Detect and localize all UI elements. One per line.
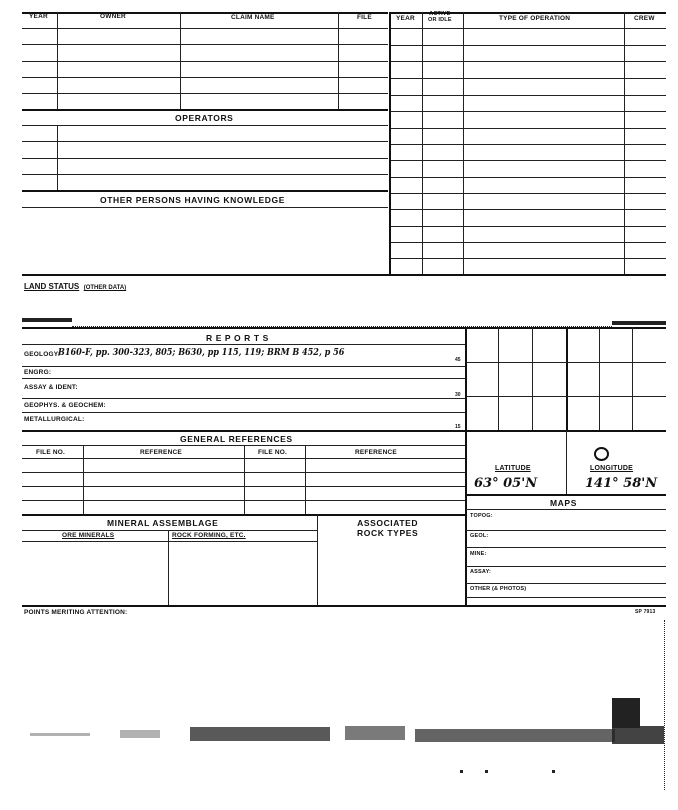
maps-other: OTHER (& PHOTOS) — [470, 586, 527, 592]
report-num-45: 45 — [455, 357, 461, 363]
maps-title: MAPS — [550, 498, 577, 508]
ore-minerals-label: ORE MINERALS — [62, 532, 115, 539]
mineral-title: MINERAL ASSEMBLAGE — [107, 518, 219, 528]
header-claim-name: CLAIM NAME — [231, 14, 275, 21]
report-num-15: 15 — [455, 424, 461, 430]
maps-assay: ASSAY: — [470, 569, 492, 575]
location-circle-marker — [594, 447, 609, 461]
longitude-label: LONGITUDE — [590, 465, 634, 472]
header-file: FILE — [357, 14, 372, 21]
gref-header-ref1: REFERENCE — [140, 449, 182, 456]
reports-title: R E P O R T S — [206, 333, 269, 343]
ops-header-crew: CREW — [634, 15, 655, 22]
ops-header-year: YEAR — [396, 15, 415, 22]
header-year: YEAR — [29, 13, 48, 20]
report-label-metallurgical: METALLURGICAL: — [24, 416, 85, 423]
gref-header-ref2: REFERENCE — [355, 449, 397, 456]
rock-forming-label: ROCK FORMING, ETC. — [172, 532, 246, 539]
header-owner: OWNER — [100, 13, 126, 20]
maps-geol: GEOL: — [470, 533, 489, 539]
maps-mine: MINE: — [470, 551, 487, 557]
ops-header-active: ACTIVE OR IDLE — [428, 11, 452, 23]
report-entry-geology: B160-F, pp. 300-323, 805; B630, pp 115, 119; BRM B 452, p 56 — [58, 348, 345, 358]
latitude-value: 63° 05'N — [474, 476, 538, 491]
associated-rock-types: ASSOCIATED ROCK TYPES — [357, 518, 419, 538]
longitude-value: 141° 58'N — [585, 476, 658, 491]
report-label-assay: ASSAY & IDENT: — [24, 384, 78, 391]
knowledge-title: OTHER PERSONS HAVING KNOWLEDGE — [100, 195, 286, 205]
operators-title: OPERATORS — [175, 113, 234, 123]
report-label-engrg: ENGRG: — [24, 369, 52, 376]
report-label-geology: GEOLOGY: — [24, 351, 61, 358]
points-label: POINTS MERITING ATTENTION: — [24, 609, 128, 616]
land-status — [24, 276, 126, 294]
land-status-sub: (OTHER DATA) — [83, 285, 127, 291]
ops-header-type: TYPE OF OPERATION — [499, 15, 571, 22]
maps-topog: TOPOG: — [470, 513, 493, 519]
gref-header-file2: FILE NO. — [258, 449, 288, 456]
gref-header-file1: FILE NO. — [36, 449, 66, 456]
report-num-30: 30 — [455, 392, 461, 398]
general-refs-title: GENERAL REFERENCES — [180, 434, 293, 444]
latitude-label: LATITUDE — [495, 465, 531, 472]
form-number: SP 7913 — [635, 609, 656, 615]
land-status-label: LAND STATUS — [24, 282, 80, 291]
report-label-geophys: GEOPHYS. & GEOCHEM: — [24, 402, 106, 409]
